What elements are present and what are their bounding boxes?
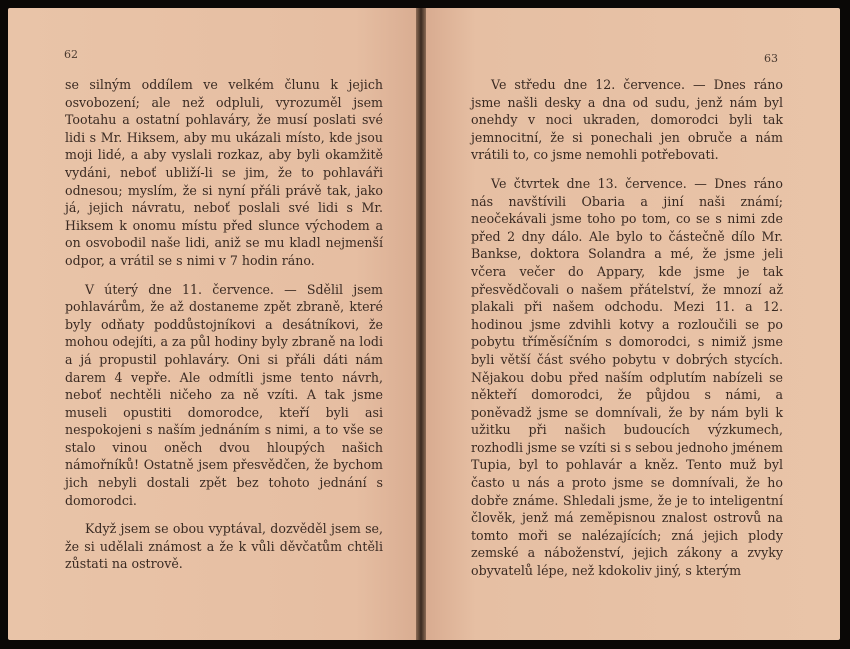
left-page — [8, 8, 416, 640]
book-spine — [416, 8, 426, 640]
paragraph: Když jsem se obou vyptával, dozvěděl jsem se, že si udělali známost a že k vůli děvčatům chtěli zůstati na ostrově. — [65, 521, 383, 572]
page-text — [471, 76, 783, 591]
page-number: 63 — [764, 52, 778, 65]
paragraph: Ve čtvrtek dne 13. července. — Dnes ráno nás navštívili Obaria a jiní naši známí; neočekávali jsme toho po tom, co se s nimi zde před 2 dny dálo. Ale bylo to částečně dílo Mr. Bankse, doktora Solandra a mé, že jsme jeli včera večer do Appary, kde jsme je tak přesvědčovali o našem přátelství, že mnozí až plakali při našem odchodu. Mezi 11. a 12. hodinou jsme zdvihli kotvy a rozloučili se po pobytu tříměsíčním s domorodci, s nimiž jsme byli větší část svého pobytu v dobrých stycích. Nějakou dobu před naším odplutím nabízeli se někteří domorodci, že půjdou s námi, a poněvadž jsme se domnívali, že by nám byli k užitku při našich budoucích výzkumech, rozhodli jsme se vzíti si s sebou jednoho jménem Tupia, byl to pohlavár a kněz. Tento muž byl často u nás a proto jsme se domnívali, že ho dobře známe. Shledali jsme, že je to inteligentní člověk, jenž má zeměpisnou znalost ostrovů na tomto moři se nalézajících; zná jejich plody zemské a náboženství, jejich zákony a zvyky obyvatelů lépe, než kdokoliv jiný, s kterým — [471, 175, 783, 579]
paragraph: Ve středu dne 12. července. — Dnes ráno jsme našli desky a dna od sudu, jenž nám byl onehdy v noci ukraden, domorodci byli tak jemnocitní, že si ponechali jen obruče a nám vrátili to, co jsme nemohli potřebovati. — [471, 77, 783, 163]
paragraph: V úterý dne 11. července. — Sdělil jsem pohlavárům, že až dostaneme zpět zbraně, které byly odňaty poddůstojníkovi a desátníkovi, že mohou odejíti, a za půl hodiny byly zbraně na lodi a já propustil pohlaváry. Oni si přáli dáti nám darem 4 vepře. Ale odmítli jsme tento návrh, neboť nechtěli ničeho za ně vzíti. A tak jsme museli opustiti domorodce, kteří byli asi nespokojeni s naším jednáním s nimi, a to vše se stalo vinou oněch dvou hloupých našich námořníků! Ostatně jsem přesvědčen, že bychom jich nebyli dostali zpět bez tohoto jednání s domorodci. — [65, 281, 383, 508]
paragraph: se silným oddílem ve velkém člunu k jejich osvobození; ale než odpluli, vyrozuměl jsem Tootahu a ostatní pohlaváry, že musí poslati své lidi s Mr. Hiksem, aby mu ukázali místo, kde jsou moji lidé, a aby vyslali rozkaz, aby byli okamžitě vydáni, neboť ubliží-li se jim, že to pohlaváři odnesou; myslím, že si nyní přáli právě tak, jako já, jejich návratu, neboť poslali své lidi s Mr. Hiksem k onomu místu před slunce východem a on osvobodil naše lidi, aniž se mu kladl nejmenší odpor, a vrátil se s nimi v 7 hodin ráno. — [65, 77, 383, 268]
right-page — [426, 8, 840, 640]
page-text — [65, 76, 383, 584]
page-number: 62 — [64, 48, 78, 61]
